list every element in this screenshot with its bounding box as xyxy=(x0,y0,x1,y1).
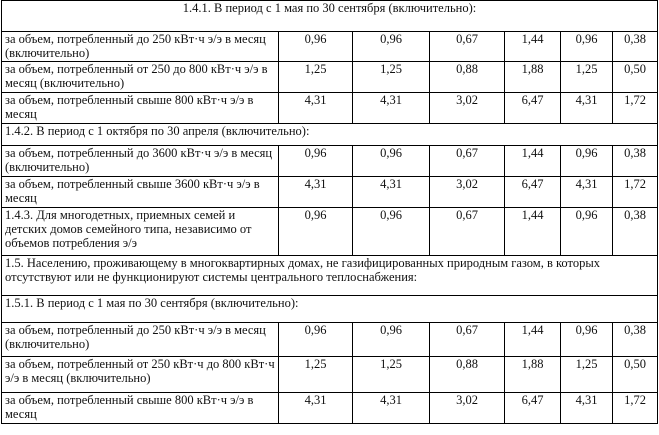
value-cell: 4,31 xyxy=(279,93,353,124)
value-cell: 0,50 xyxy=(613,357,658,393)
section-header-row xyxy=(2,124,658,146)
table-row xyxy=(2,357,658,393)
section-header-row xyxy=(2,256,658,296)
value-cell: 0,96 xyxy=(561,146,613,177)
row-label: за объем, потребленный свыше 800 кВт·ч э/э в месяц xyxy=(2,393,279,424)
value-cell: 1,25 xyxy=(279,357,353,393)
value-cell: 0,96 xyxy=(279,32,353,62)
value-cell: 0,50 xyxy=(613,62,658,93)
value-cell: 3,02 xyxy=(430,177,505,208)
value-cell: 4,31 xyxy=(561,393,613,424)
value-cell: 0,38 xyxy=(613,146,658,177)
table-row xyxy=(2,146,658,177)
value-cell: 4,31 xyxy=(561,177,613,208)
value-cell: 3,02 xyxy=(430,393,505,424)
value-cell: 6,47 xyxy=(505,93,561,124)
value-cell: 1,44 xyxy=(505,323,561,357)
value-cell: 0,96 xyxy=(279,146,353,177)
value-cell: 0,96 xyxy=(353,323,430,357)
table-row xyxy=(2,208,658,256)
value-cell: 1,44 xyxy=(505,208,561,256)
section-title: 1.4.1. В период с 1 мая по 30 сентября (включительно): xyxy=(2,1,658,32)
value-cell: 1,88 xyxy=(505,62,561,93)
value-cell: 0,88 xyxy=(430,62,505,93)
tariff-table xyxy=(1,0,658,424)
value-cell: 1,72 xyxy=(613,393,658,424)
value-cell: 4,31 xyxy=(353,393,430,424)
table-row xyxy=(2,62,658,93)
table-row xyxy=(2,323,658,357)
table-row xyxy=(2,177,658,208)
value-cell: 4,31 xyxy=(561,93,613,124)
value-cell: 0,38 xyxy=(613,32,658,62)
value-cell: 4,31 xyxy=(279,177,353,208)
value-cell: 4,31 xyxy=(353,93,430,124)
value-cell: 4,31 xyxy=(353,177,430,208)
row-label: за объем, потребленный свыше 800 кВт·ч э/э в месяц xyxy=(2,93,279,124)
section-header-row xyxy=(2,1,658,32)
value-cell: 1,44 xyxy=(505,32,561,62)
value-cell: 0,96 xyxy=(279,323,353,357)
value-cell: 0,96 xyxy=(561,323,613,357)
value-cell: 1,25 xyxy=(353,357,430,393)
value-cell: 0,96 xyxy=(353,32,430,62)
row-label: за объем, потребленный до 250 кВт·ч э/э в месяц (включительно) xyxy=(2,323,279,357)
value-cell: 0,96 xyxy=(353,146,430,177)
row-label: за объем, потребленный от 250 до 800 кВт·ч э/э в месяц (включительно) xyxy=(2,62,279,93)
section-header-row xyxy=(2,296,658,323)
row-label: за объем, потребленный от 250 кВт·ч до 800 кВт·ч э/э в месяц (включительно) xyxy=(2,357,279,393)
value-cell: 0,38 xyxy=(613,208,658,256)
value-cell: 0,67 xyxy=(430,323,505,357)
value-cell: 3,02 xyxy=(430,93,505,124)
value-cell: 0,38 xyxy=(613,323,658,357)
value-cell: 1,88 xyxy=(505,357,561,393)
value-cell: 0,67 xyxy=(430,208,505,256)
value-cell: 1,72 xyxy=(613,93,658,124)
value-cell: 1,25 xyxy=(561,62,613,93)
section-title: 1.4.2. В период с 1 октября по 30 апреля (включительно): xyxy=(2,124,658,146)
value-cell: 0,67 xyxy=(430,32,505,62)
row-label: за объем, потребленный до 3600 кВт·ч э/э в месяц (включительно) xyxy=(2,146,279,177)
value-cell: 0,67 xyxy=(430,146,505,177)
value-cell: 1,44 xyxy=(505,146,561,177)
value-cell: 6,47 xyxy=(505,177,561,208)
section-title: 1.5. Населению, проживающему в многоквартирных домах, не газифицированных природным газом, в которых отсутствуют или не функционируют системы центрального теплоснабжения: xyxy=(2,256,658,296)
value-cell: 4,31 xyxy=(279,393,353,424)
value-cell: 1,72 xyxy=(613,177,658,208)
value-cell: 0,96 xyxy=(561,32,613,62)
value-cell: 0,96 xyxy=(353,208,430,256)
value-cell: 6,47 xyxy=(505,393,561,424)
value-cell: 0,96 xyxy=(279,208,353,256)
row-label: за объем, потребленный свыше 3600 кВт·ч э/э в месяц xyxy=(2,177,279,208)
table-row xyxy=(2,32,658,62)
table-row xyxy=(2,93,658,124)
section-title: 1.5.1. В период с 1 мая по 30 сентября (включительно): xyxy=(2,296,658,323)
value-cell: 1,25 xyxy=(353,62,430,93)
value-cell: 0,88 xyxy=(430,357,505,393)
row-label: за объем, потребленный до 250 кВт·ч э/э в месяц (включительно) xyxy=(2,32,279,62)
value-cell: 1,25 xyxy=(279,62,353,93)
value-cell: 1,25 xyxy=(561,357,613,393)
value-cell: 0,96 xyxy=(561,208,613,256)
table-row xyxy=(2,393,658,424)
row-label: 1.4.3. Для многодетных, приемных семей и детских домов семейного типа, независимо от объемов потребления э/э xyxy=(2,208,279,256)
